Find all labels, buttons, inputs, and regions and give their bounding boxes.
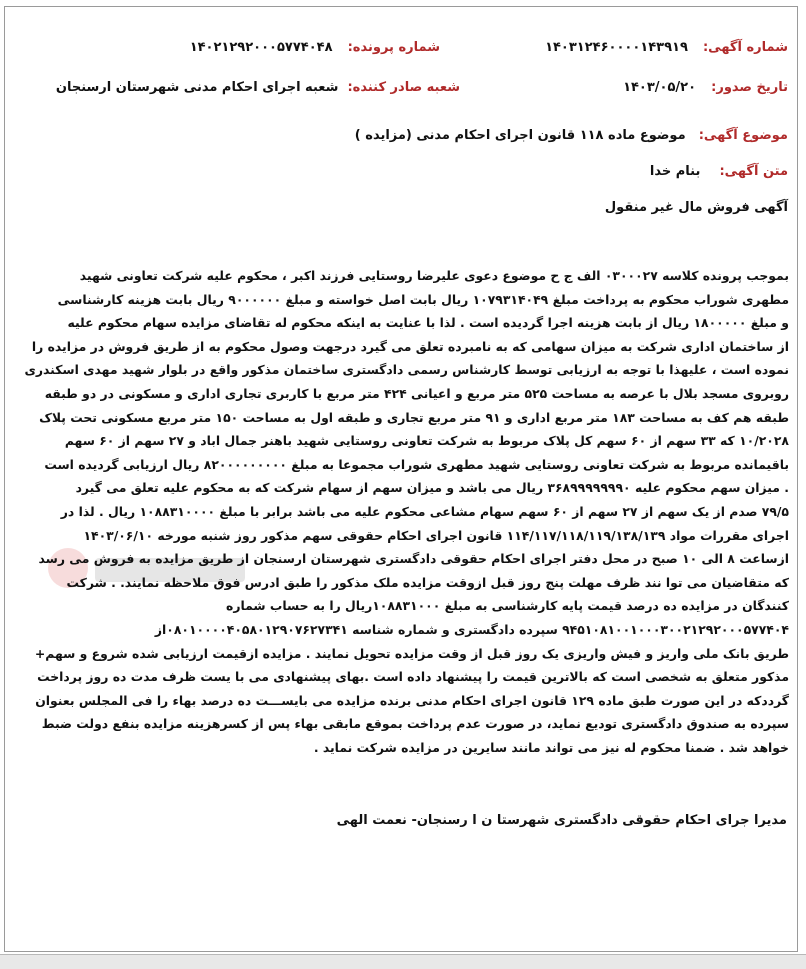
file-number-row — [190, 36, 440, 55]
body-line: روبروی مسجد بلال با عرصه به مساحت ۵۲۵ متر مربع و اعیانی ۴۲۴ متر مربع با کاربری تجاری اداری و مسکونی در دو طبقه — [44, 385, 789, 401]
body-line: ۹۴۵۱۰۸۱۰۰۱۰۰۰۳۰۰۲۱۲۹۲۰۰۰۵۷۷۴۰۴ سپرده دادگستری و شماره شناسه ۰۸۰۱۰۰۰۰۴۰۵۸۰۱۲۹۰۷۶۲۷۳۴۱از — [154, 621, 789, 637]
body-line: نموده است ، علیهذا با توجه به ارزیابی توسط کارشناس رسمی دادگستری ساختمان مذکور واقع در بلوار شهید مهدی اسکندری — [24, 362, 789, 378]
body-line: و مبلغ ۱۸۰۰۰۰۰ ریال از بابت هزینه اجرا گردیده است . لذا با عنایت به اینکه محکوم له تقاضای مزایده سهام محکوم علیه — [67, 315, 789, 331]
subject-row — [355, 124, 788, 143]
body-line: باقیمانده مربوط به شرکت تعاونی روستایی شهید مطهری شوراب مجموعا به مبلغ ۸۲۰۰۰۰۰۰۰۰۰ ریال ارزیابی گردیده است — [44, 456, 789, 472]
subject-label: موضوع آگهی: — [698, 128, 788, 143]
file-number-label: شماره پرونده: — [347, 40, 440, 55]
notice-number: ۱۴۰۳۱۲۴۶۰۰۰۰۱۴۳۹۱۹ — [545, 40, 688, 55]
notice-body — [18, 264, 789, 759]
text-row — [650, 160, 788, 179]
notice-title-row — [605, 196, 788, 215]
body-line: طریق بانک ملی واریز و فیش واریزی یک روز قبل از وقت مزایده تحویل نمایند . مزایده ازقیمت ارزیابی شده شروع و سهم+ — [34, 645, 789, 661]
body-line: . میزان سهم محکوم علیه ۳۶۸۹۹۹۹۹۹۹۰ ریال می باشد و میزان سهم از سهام شرکت که به محکوم علیه تعلق می گیرد — [75, 480, 789, 496]
issuer-row — [56, 76, 460, 95]
body-line: سپرده به صندوق دادگستری تودیع نماید، در صورت عدم پرداخت بموقع مابقی بهاء پس از کسرهزینه مزایده بنفع دولت ضبط — [41, 716, 789, 732]
issue-date: ۱۴۰۳/۰۵/۲۰ — [623, 80, 697, 95]
body-line: که متقاضیان می توا نند ظرف مهلت پنج روز قبل ازوقت مزایده ملک مذکور را طبق ادرس فوق ملاحظه نمایند. . شرکت — [66, 574, 789, 590]
subject: موضوع ماده ۱۱۸ قانون اجرای احکام مدنی (مزایده ) — [354, 128, 686, 143]
body-line: مطهری شوراب محکوم به پرداخت مبلغ ۱۰۷۹۳۱۴۰۴۹ ریال بابت اصل خواسته و مبلغ ۹۰۰۰۰۰۰ ریال بابت هزینه کارشناسی — [57, 291, 789, 307]
bottom-bar — [0, 954, 806, 969]
text-label: متن آگهی: — [719, 164, 788, 179]
body-line: گرددکه در این صورت طبق ماده ۱۲۹ قانون اجرای احکام مدنی برنده مزایده می بایســـت ده درصد بهاء را فی المجلس بعنوان — [35, 692, 789, 708]
body-line: مذکور متعلق به شخصی است که بالاترین قیمت را پیشنهاد داده است .بهای پیشنهادی می با یست ظرف مدت ده روز پرداخت — [37, 669, 789, 685]
signature: مدیرا جرای احکام حقوقی دادگستری شهرستا ن ا رسنجان- نعمت الهی — [336, 813, 787, 828]
issuer-label: شعبه صادر کننده: — [347, 80, 460, 95]
file-number: ۱۴۰۲۱۲۹۲۰۰۰۵۷۷۴۰۴۸ — [189, 40, 333, 55]
body-line: کنندگان در مزایده ده درصد قیمت پایه کارشناسی به مبلغ ۱۰۸۸۳۱۰۰۰ریال را به حساب شماره — [226, 598, 789, 614]
issue-date-row — [623, 76, 788, 95]
issuer: شعبه اجرای احکام مدنی شهرستان ارسنجان — [55, 80, 339, 95]
body-line: از ساختمان اداری شرکت به میزان سهامی که به نامبرده تعلق می گیرد درجهت وصول محکوم به از طریق فروش در مزایده را — [31, 338, 789, 354]
notice-number-row — [545, 36, 788, 55]
issue-date-label: تاریخ صدور: — [711, 80, 788, 95]
body-line: بموجب پرونده کلاسه ۰۳۰۰۰۲۷ الف ج ح موضوع دعوی علیرضا روستایی فرزند اکبر ، محکوم علیه شرکت تعاونی شهید — [79, 268, 789, 283]
body-line: اجرای مقررات مواد ۱۱۴/۱۱۷/۱۱۸/۱۱۹/۱۳۸/۱۳۹ قانون اجرای احکام حقوقی سهم مذکور روز شنبه مورخه ۱۴۰۳/۰۶/۱۰ — [83, 527, 789, 543]
body-line: ازساعت ۸ الی ۱۰ صبح در محل دفتر اجرای احکام حقوقی دادگستری شهرستان ارسنجان از طریق مزایده به فروش می رسد — [38, 551, 789, 567]
body-line: خواهد شد . ضمنا محکوم له نیز می تواند مانند سایرین در مزایده شرکت نماید . — [313, 739, 789, 755]
notice-title: آگهی فروش مال غیر منقول — [604, 200, 788, 215]
body-line: ۷۹/۵ صدم از یک سهم از ۲۷ سهم از ۶۰ سهم سهام مشاعی محکوم علیه می باشد برابر با مبلغ ۱۰۸۸۳۱۰۰۰۰ ریال . لذا در — [60, 503, 789, 519]
body-line: ۱۰/۲۰۲۸ که ۳۳ سهم از ۶۰ سهم کل پلاک مربوط به شرکت تعاونی روستایی شهید باهنر جمال اباد و ۲۷ سهم از ۶۰ سهم — [64, 433, 789, 449]
notice-number-label: شماره آگهی: — [702, 40, 788, 55]
body-line: طبقه هم کف به مساحت ۱۸۳ متر مربع اداری و ۹۱ متر مربع تجاری و طبقه اول به مساحت ۱۵۰ متر مربع مسکونی تحت پلاک — [39, 409, 789, 425]
bismillah: بنام خدا — [649, 164, 701, 179]
